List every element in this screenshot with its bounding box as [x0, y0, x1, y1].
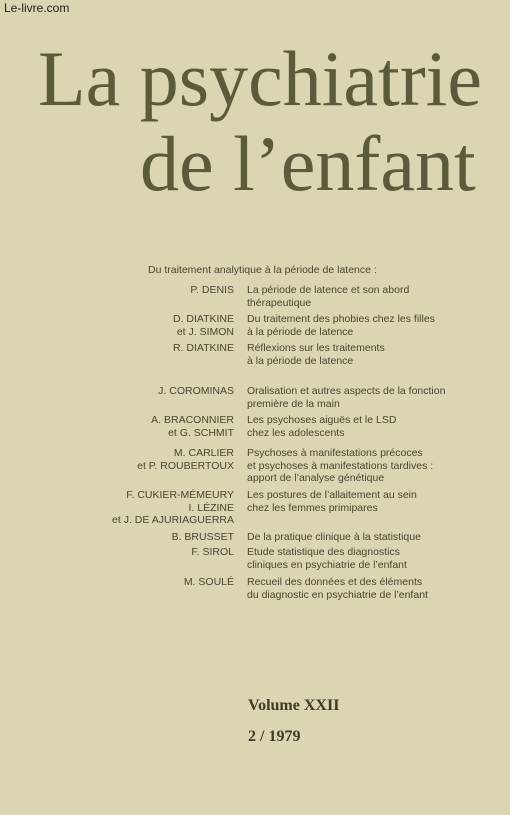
issue-number: 2 / 1979 — [248, 728, 301, 745]
author-line: P. DENIS — [190, 284, 234, 296]
title-line: à la période de latence — [247, 354, 354, 367]
author-line: M. SOULÉ — [183, 576, 234, 588]
title-line: apport de l’analyse génétique — [247, 472, 385, 484]
title-line: Etude statistique des diagnostics — [247, 546, 400, 558]
author-line: A. BRACONNIER — [151, 414, 234, 426]
toc-article-title — [247, 385, 445, 410]
author-line: et P. ROUBERTOUX — [137, 459, 234, 472]
toc-authors — [191, 546, 234, 559]
volume-number: Volume XXII — [248, 697, 340, 714]
toc-authors — [137, 447, 234, 472]
toc-article-title — [247, 489, 417, 514]
watermark: Le-livre.com — [4, 1, 70, 15]
toc-article-title — [247, 447, 433, 485]
author-line: F. SIROL — [191, 546, 234, 558]
toc-article-title — [247, 576, 428, 601]
toc-intro: Du traitement analytique à la période de latence : — [148, 264, 377, 276]
toc-authors — [184, 576, 234, 589]
title-line: Du traitement des phobies chez les filles — [247, 313, 435, 325]
title-line: Psychoses à manifestations précoces — [247, 447, 423, 459]
title-line: du diagnostic en psychiatrie de l’enfant — [247, 588, 428, 601]
author-line: et G. SCHMIT — [168, 426, 234, 439]
title-line: Réflexions sur les traitements — [247, 342, 385, 354]
title-line: Les postures de l’allaitement au sein — [247, 489, 417, 501]
toc-article-title — [247, 284, 409, 309]
toc-authors — [172, 531, 234, 544]
author-line: M. CARLIER — [173, 447, 234, 459]
title-line: La période de latence et son abord — [247, 284, 410, 296]
toc-article-title — [247, 342, 385, 367]
author-line: J. COROMINAS — [158, 385, 234, 397]
title-line: Les psychoses aiguës et le LSD — [247, 414, 397, 426]
title-line: Oralisation et autres aspects de la fonction — [247, 385, 446, 397]
author-line: F. CUKIER-MÉMEURY — [126, 489, 234, 501]
toc-authors — [190, 284, 234, 297]
title-line: De la pratique clinique à la statistique — [247, 531, 421, 543]
author-line: B. BRUSSET — [171, 531, 234, 543]
title-line-1: La psychiatrie — [38, 35, 482, 122]
toc-article-title — [247, 531, 421, 544]
title-line: à la période de latence — [247, 325, 354, 338]
author-line: et J. DE AJURIAGUERRA — [112, 514, 234, 526]
toc-authors — [151, 414, 234, 439]
title-line: chez les adolescents — [247, 426, 345, 439]
title-line: cliniques en psychiatrie de l’enfant — [247, 558, 407, 571]
author-line: I. LÉZINE — [188, 501, 234, 514]
author-line: R. DIATKINE — [172, 342, 234, 354]
toc-authors — [158, 385, 234, 398]
title-line: Recueil des données et des éléments — [247, 576, 423, 588]
toc-article-title — [247, 546, 407, 571]
title-line-2: de l’enfant — [140, 120, 476, 207]
toc-authors — [173, 342, 234, 355]
title-line: chez les femmes primipares — [247, 501, 378, 514]
author-line: et J. SIMON — [176, 325, 234, 338]
toc-article-title — [247, 313, 435, 338]
toc-authors — [112, 489, 234, 527]
title-line: thérapeutique — [247, 296, 312, 309]
title-line: première de la main — [247, 397, 340, 410]
toc-article-title — [247, 414, 396, 439]
author-line: D. DIATKINE — [172, 313, 234, 325]
toc-authors — [173, 313, 234, 338]
title-line: et psychoses à manifestations tardives : — [247, 459, 434, 472]
